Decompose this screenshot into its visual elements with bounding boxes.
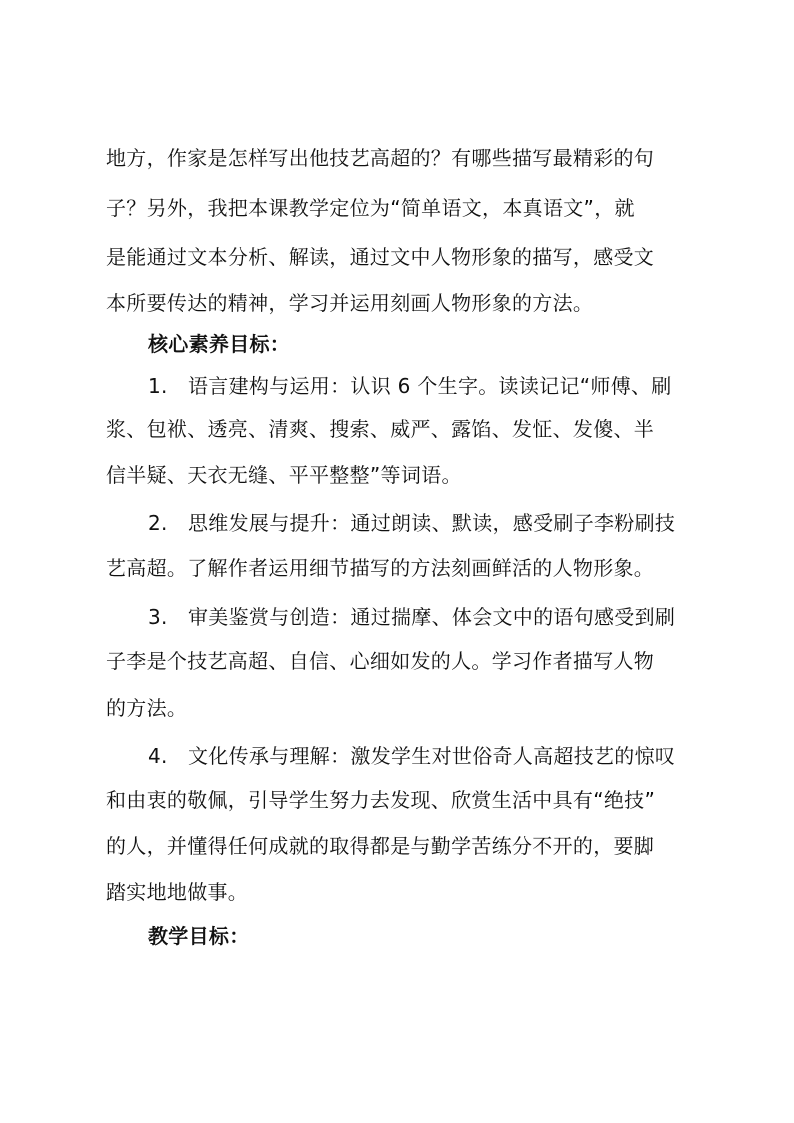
goal-item-1: [148, 372, 696, 400]
intro-line: 子？另外，我把本课教学定位为“简单语文，本真语文”，就: [106, 196, 635, 220]
teaching-goals-heading: 教学目标：: [148, 924, 250, 948]
goal-text: 思维发展与提升：通过朗读、默读，感受刷子李粉刷技: [188, 511, 676, 535]
goal-line: 的方法。: [106, 696, 188, 720]
goal-line: 艺高超。了解作者运用细节描写的方法刻画鲜活的人物形象。: [106, 556, 655, 580]
intro-line: 是能通过文本分析、解读，通过文中人物形象的描写，感受文: [106, 245, 655, 269]
goal-text: 语言建构与运用：认识 6 个生字。读读记记“师傅、刷: [188, 374, 672, 398]
goal-item-2: [148, 509, 696, 537]
goal-text: 审美鉴赏与创造：通过揣摩、体会文中的语句感受到刷: [188, 605, 676, 629]
intro-line: 地方，作家是怎样写出他技艺高超的？有哪些描写最精彩的句: [106, 146, 655, 170]
goal-line: 浆、包袱、透亮、清爽、搜索、威严、露馅、发怔、发傻、半: [106, 417, 655, 441]
goal-text: 文化传承与理解：激发学生对世俗奇人高超技艺的惊叹: [188, 744, 676, 768]
goal-line: 信半疑、天衣无缝、平平整整”等词语。: [106, 463, 462, 487]
core-goals-heading: 核心素养目标：: [148, 332, 291, 356]
goal-number: 4.: [148, 744, 168, 768]
goal-number: 3.: [148, 605, 168, 629]
goal-line: 和由衷的敬佩，引导学生努力去发现、欣赏生活中具有“绝技”: [106, 788, 656, 812]
goal-line: 踏实地地做事。: [106, 880, 249, 904]
goal-item-3: [148, 603, 696, 631]
goal-number: 2.: [148, 511, 168, 535]
goal-line: 子李是个技艺高超、自信、心细如发的人。学习作者描写人物: [106, 649, 655, 673]
goal-number: 1.: [148, 374, 168, 398]
goal-line: 的人，并懂得任何成就的取得都是与勤学苦练分不开的，要脚: [106, 834, 655, 858]
intro-line: 本所要传达的精神，学习并运用刻画人物形象的方法。: [106, 291, 594, 315]
goal-item-4: [148, 742, 696, 770]
